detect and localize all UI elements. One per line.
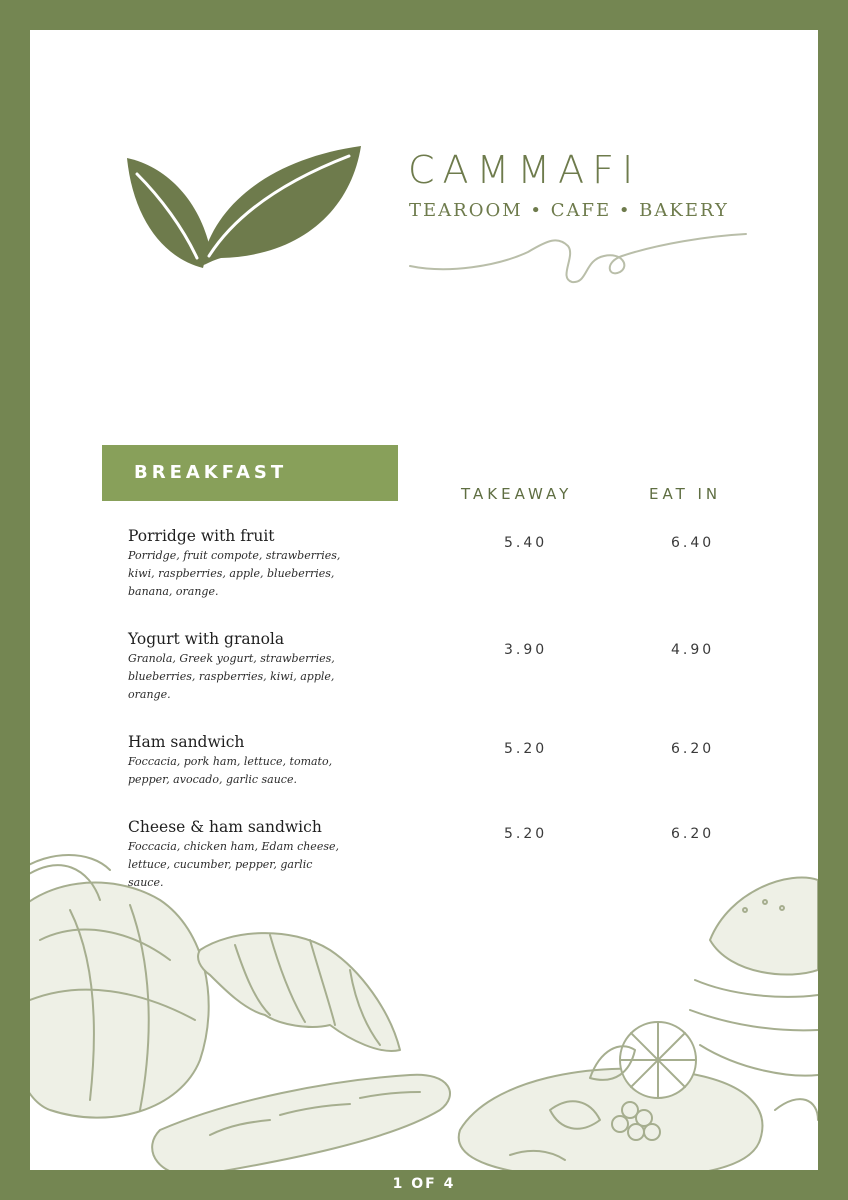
takeaway-price: 5.20 [504, 826, 548, 842]
croissant-icon [198, 933, 400, 1051]
flourish-divider-icon [408, 226, 748, 288]
baguette-icon [152, 1075, 450, 1170]
bakery-illustration [30, 810, 818, 1170]
menu-item-description: Foccacia, chicken ham, Edam cheese, lettuce, cucumber, pepper, garlic sauce. [128, 840, 339, 889]
takeaway-price: 5.20 [504, 741, 548, 757]
fruit-bowl-icon [459, 1022, 763, 1170]
eat-in-price: 6.20 [671, 741, 715, 757]
menu-item-description: Granola, Greek yogurt, strawberries, blueberries, raspberries, kiwi, apple, orange. [128, 652, 335, 701]
menu-item-name: Cheese & ham sandwich [128, 818, 322, 836]
takeaway-column-header: TAKEAWAY [461, 485, 573, 503]
leaf-logo-icon [125, 140, 365, 275]
eat-in-price: 6.40 [671, 535, 715, 551]
menu-item-name: Yogurt with granola [128, 630, 285, 648]
menu-item [128, 630, 768, 704]
menu-page [30, 30, 818, 1170]
brand-name: CAMMAFI [408, 148, 642, 192]
page-indicator: 1 OF 4 [392, 1176, 456, 1192]
brand-tagline: TEAROOM • CAFE • BAKERY [409, 200, 729, 221]
takeaway-price: 3.90 [504, 642, 548, 658]
menu-item-name: Ham sandwich [128, 733, 245, 751]
menu-item [128, 733, 768, 789]
sandwich-icon [690, 878, 818, 1076]
menu-item-description: Foccacia, pork ham, lettuce, tomato, pepper, avocado, garlic sauce. [128, 755, 333, 786]
page-footer [0, 1170, 848, 1200]
section-banner [102, 445, 398, 501]
bread-loaf-icon [30, 855, 209, 1118]
eat-in-column-header: EAT IN [649, 485, 722, 503]
menu-item-description: Porridge, fruit compote, strawberries, kiwi, raspberries, apple, blueberries, banana, orange. [128, 549, 341, 598]
section-title: BREAKFAST [134, 462, 288, 483]
menu-item-name: Porridge with fruit [128, 527, 275, 545]
eat-in-price: 6.20 [671, 826, 715, 842]
eat-in-price: 4.90 [671, 642, 715, 658]
takeaway-price: 5.40 [504, 535, 548, 551]
menu-item [128, 527, 768, 601]
